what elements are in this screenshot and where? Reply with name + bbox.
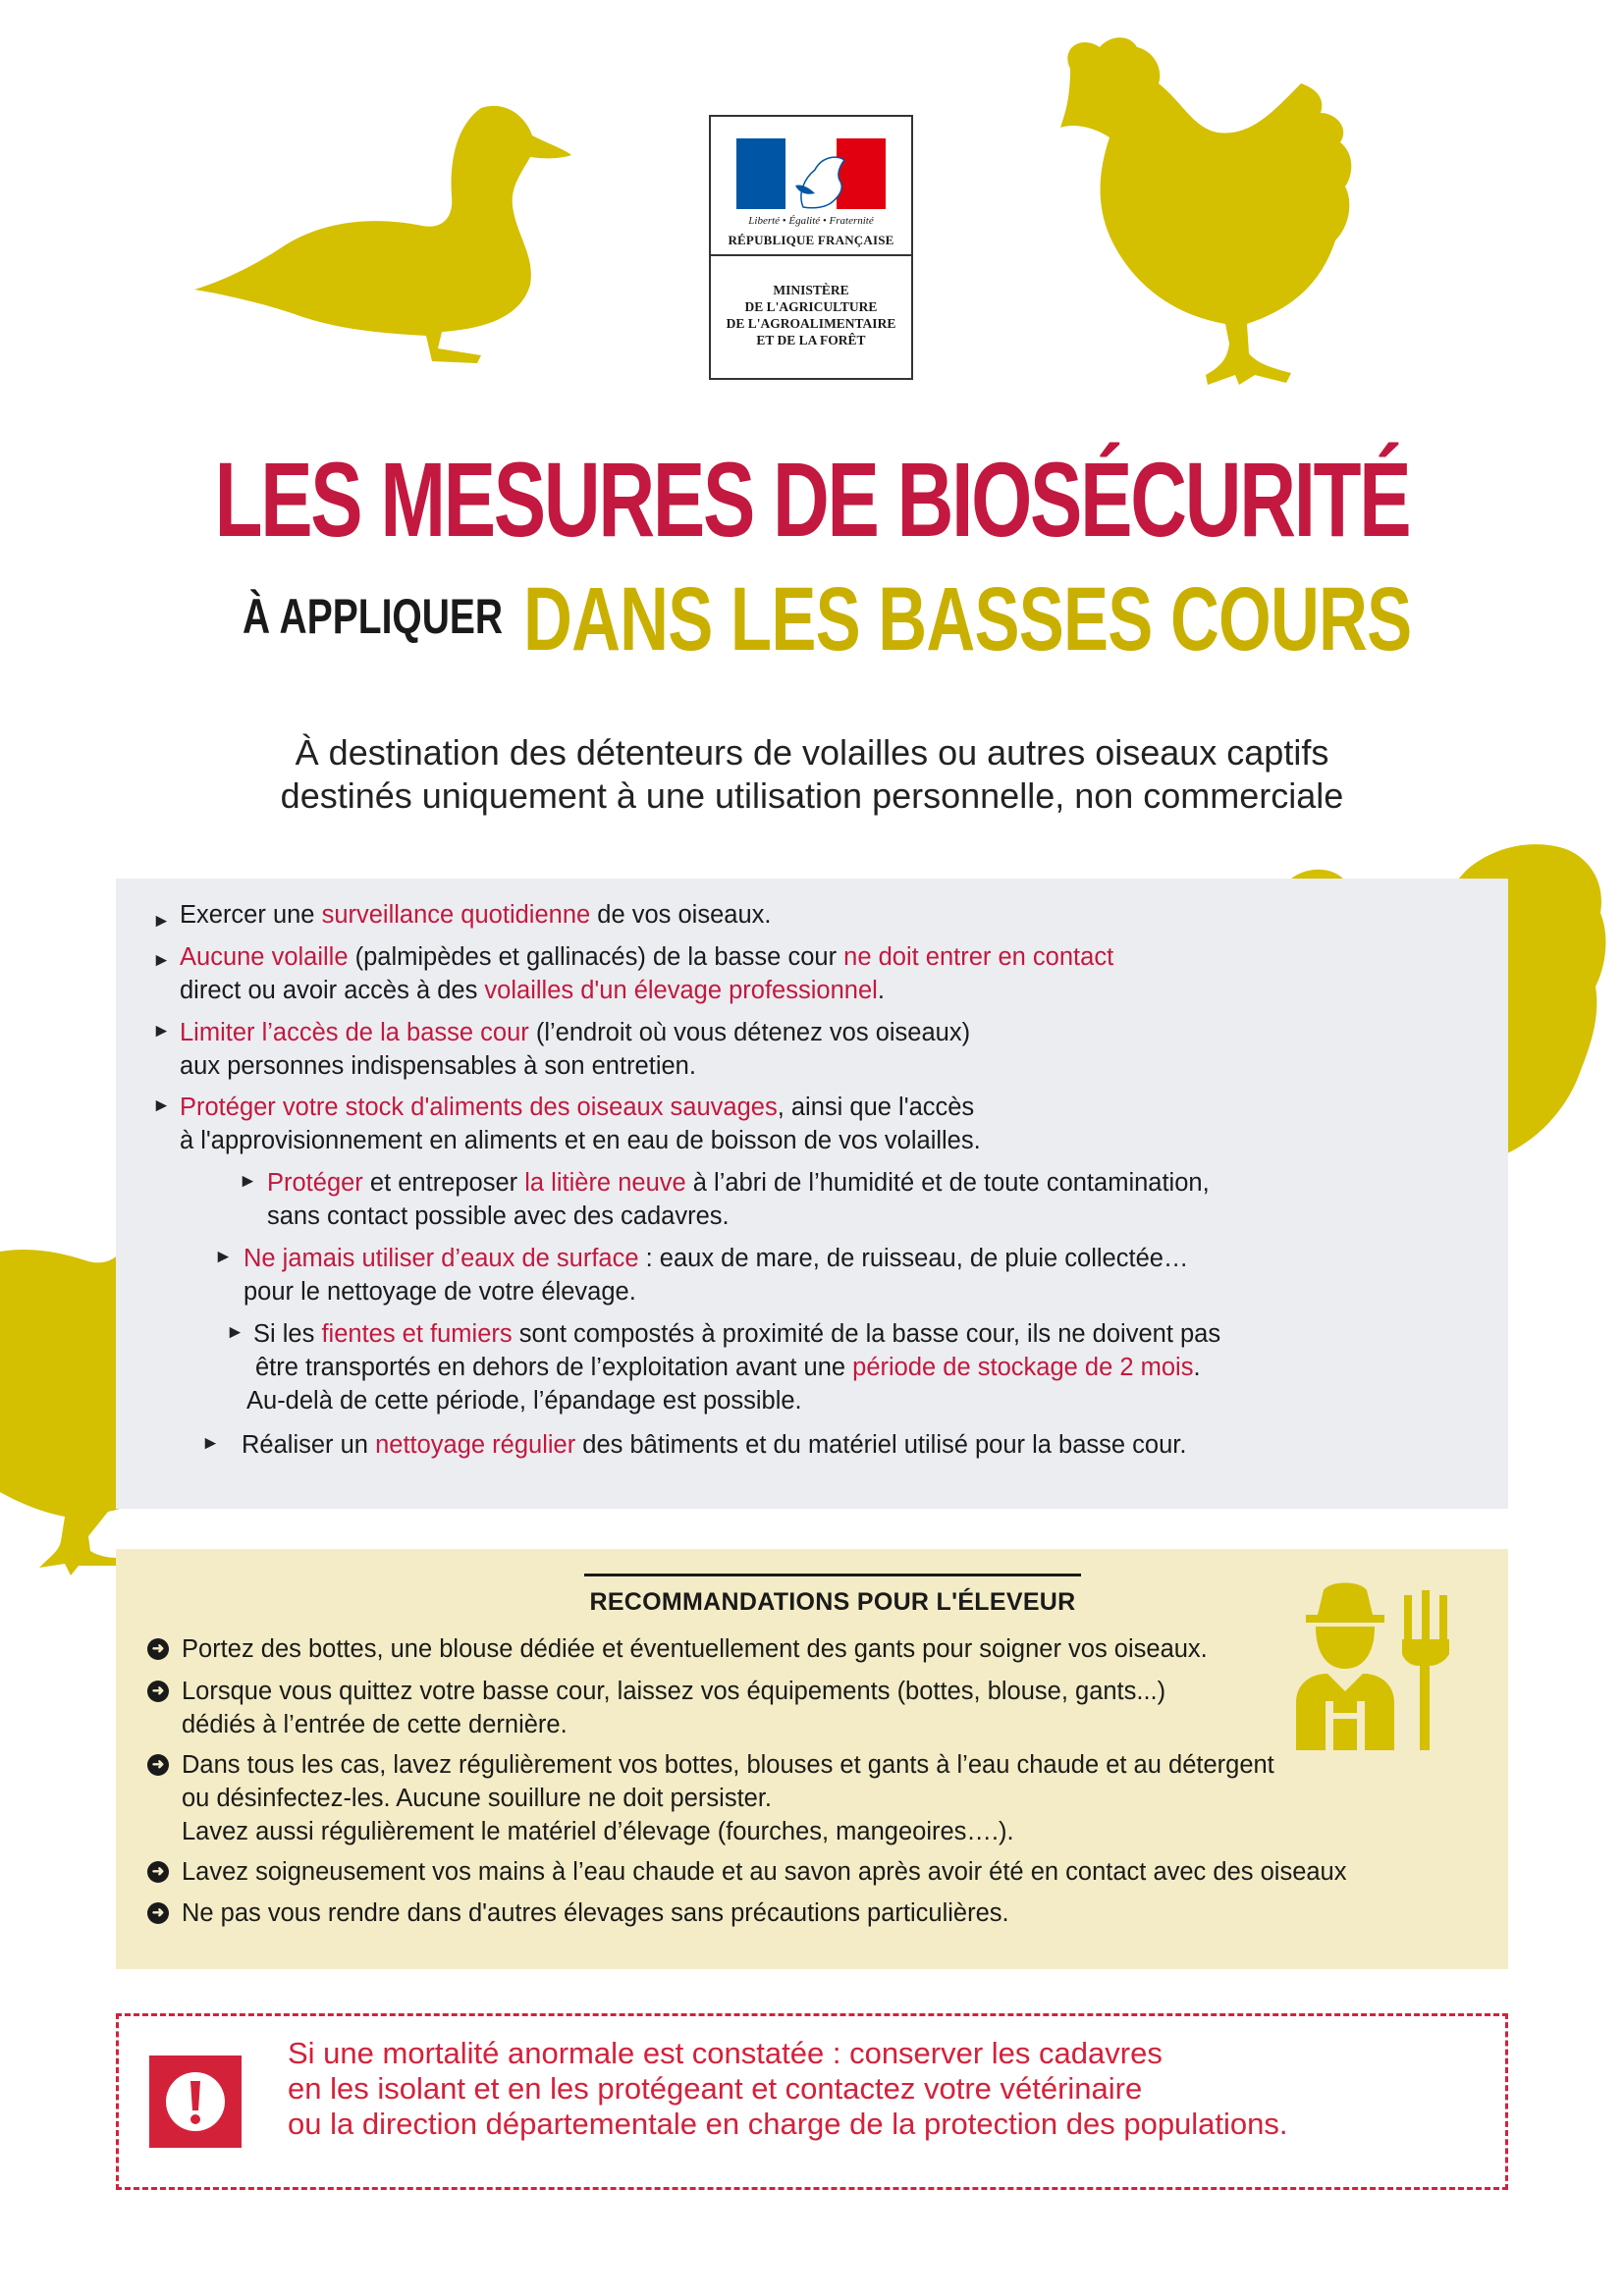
ministry-line: ET DE LA FORÊT: [756, 333, 866, 347]
title-prefix: À APPLIQUER: [243, 589, 504, 644]
subtitle-line: À destination des détenteurs de volailles ou autres oiseaux captifs: [295, 732, 1329, 773]
logo-ministry: [717, 282, 905, 348]
measure-line: [180, 974, 885, 1008]
triangle-bullet-icon: ►: [152, 1021, 171, 1041]
recommendation-line: Lorsque vous quittez votre basse cour, laissez vos équipements (bottes, blouse, gants...): [182, 1678, 1166, 1705]
alert-text-line: Si une mortalité anormale est constatée : conserver les cadavres: [288, 2036, 1163, 2070]
measure-text: direct ou avoir accès à des: [180, 977, 485, 1004]
measure-text: .: [877, 977, 885, 1004]
measure-text: être transportés en dehors de l’exploitation avant une: [255, 1354, 853, 1381]
recommendation-line: Dans tous les cas, lavez régulièrement vos bottes, blouses et gants à l’eau chaude et au détergent: [182, 1751, 1274, 1779]
arrow-circle-icon: ➜: [147, 1902, 169, 1924]
main-title: LES MESURES DE BIOSÉCURITÉ: [214, 440, 1410, 559]
recommendation-line: Lavez aussi régulièrement le matériel d’élevage (fourches, mangeoires….).: [182, 1818, 1014, 1845]
highlighted-text: Limiter l’accès de la basse cour: [180, 1019, 529, 1046]
measure-line: [244, 1275, 636, 1309]
measure-text: Si les: [253, 1320, 322, 1348]
measure-text: à l’abri de l’humidité et de toute contamination,: [685, 1169, 1210, 1197]
highlighted-text: surveillance quotidienne: [321, 901, 591, 929]
measure-line: [255, 1351, 1201, 1385]
arrow-circle-icon: ➜: [147, 1681, 169, 1702]
arrow-circle-icon: ➜: [147, 1754, 169, 1776]
measure-text: , ainsi que l'accès: [777, 1094, 975, 1121]
marianne-flag-icon: [736, 138, 886, 209]
recommendation-line: Lavez soigneusement vos mains à l’eau chaude et au savon après avoir été en contact avec des oiseaux: [182, 1858, 1347, 1886]
secondary-title: [243, 569, 1421, 669]
measure-line: [180, 1124, 981, 1158]
ministry-line: MINISTÈRE: [773, 283, 849, 297]
measure-line: [267, 1166, 1210, 1201]
measure-line: [267, 1200, 730, 1234]
hen-icon: [1021, 29, 1365, 402]
title-highlight: DANS LES BASSES COURS: [523, 569, 1412, 669]
triangle-bullet-icon: ►: [201, 1433, 220, 1454]
highlighted-text: volailles d'un élevage professionnel: [484, 977, 878, 1004]
measure-line: [180, 940, 1113, 975]
measure-text: de vos oiseaux.: [590, 901, 772, 929]
measure-text: sans contact possible avec des cadavres.: [267, 1202, 730, 1230]
measure-text: aux personnes indispensables à son entretien.: [180, 1052, 696, 1080]
measure-text: (l’endroit où vous détenez vos oiseaux): [528, 1019, 971, 1046]
measure-text: : eaux de mare, de ruisseau, de pluie collectée…: [638, 1245, 1189, 1272]
measure-line: [244, 1242, 1188, 1276]
measure-line: [180, 1049, 696, 1084]
alert-text-line: ou la direction départementale en charge de la protection des populations.: [288, 2107, 1288, 2141]
triangle-bullet-icon: ►: [226, 1322, 244, 1343]
highlighted-text: fientes et fumiers: [321, 1320, 513, 1348]
measure-text: à l'approvisionnement en aliments et en eau de boisson de vos volailles.: [180, 1127, 981, 1154]
highlighted-text: Ne jamais utiliser d’eaux de surface: [244, 1245, 639, 1272]
measure-text: des bâtiments et du matériel utilisé pour la basse cour.: [575, 1431, 1187, 1459]
logo-divider: [711, 254, 911, 256]
highlighted-text: Protéger: [267, 1169, 363, 1197]
measure-text: sont compostés à proximité de la basse cour, ils ne doivent pas: [512, 1320, 1221, 1348]
measure-line: [242, 1428, 1186, 1463]
farmer-with-pitchfork-icon: [1286, 1575, 1458, 1752]
triangle-bullet-icon: ►: [239, 1171, 257, 1192]
arrow-circle-icon: ➜: [147, 1638, 169, 1660]
recommendations-title: RECOMMANDATIONS POUR L'ÉLEVEUR: [584, 1574, 1081, 1617]
measure-line: [180, 1091, 974, 1125]
highlighted-text: Protéger votre stock d'aliments des oiseaux sauvages: [180, 1094, 778, 1121]
ministry-line: DE L'AGRICULTURE: [744, 299, 878, 314]
measure-line: [253, 1317, 1220, 1352]
triangle-bullet-icon: ►: [214, 1247, 233, 1267]
recommendation-line: Ne pas vous rendre dans d'autres élevages sans précautions particulières.: [182, 1899, 1009, 1927]
subtitle-line: destinés uniquement à une utilisation personnelle, non commerciale: [280, 775, 1344, 816]
measure-line: [180, 1016, 970, 1050]
highlighted-text: Aucune volaille: [180, 943, 349, 971]
recommendation-line: ou désinfectez-les. Aucune souillure ne doit persister.: [182, 1785, 773, 1812]
arrow-circle-icon: ➜: [147, 1861, 169, 1883]
measure-text: Au-delà de cette période, l’épandage est possible.: [246, 1387, 802, 1415]
highlighted-text: ne doit entrer en contact: [843, 943, 1114, 971]
measure-line: [180, 898, 771, 933]
triangle-bullet-icon: ►: [152, 1095, 171, 1116]
alert-text-line: en les isolant et en les protégeant et contactez votre vétérinaire: [288, 2071, 1143, 2106]
measure-text: Réaliser un: [242, 1431, 376, 1459]
ministry-logo: [709, 115, 913, 380]
ministry-line: DE L'AGROALIMENTAIRE: [726, 316, 896, 331]
highlighted-text: période de stockage de 2 mois: [852, 1354, 1194, 1381]
measure-text: et entreposer: [362, 1169, 525, 1197]
alert-icon-container: [149, 2056, 242, 2148]
measure-text: (palmipèdes et gallinacés) de la basse cour: [348, 943, 844, 971]
exclamation-icon: [149, 2056, 242, 2148]
triangle-bullet-icon: ►: [152, 911, 171, 932]
highlighted-text: nettoyage régulier: [375, 1431, 576, 1459]
highlighted-text: la litière neuve: [524, 1169, 686, 1197]
measure-text: Exercer une: [180, 901, 322, 929]
duck-icon: [187, 98, 579, 393]
recommendation-line: dédiés à l’entrée de cette dernière.: [182, 1711, 568, 1738]
measure-text: .: [1193, 1354, 1201, 1381]
subtitle: [0, 731, 1624, 818]
recommendation-line: Portez des bottes, une blouse dédiée et éventuellement des gants pour soigner vos oiseaux.: [182, 1635, 1208, 1663]
logo-republic: RÉPUBLIQUE FRANÇAISE: [728, 233, 894, 247]
measure-line: [246, 1384, 802, 1418]
logo-motto: Liberté • Égalité • Fraternité: [748, 215, 874, 227]
triangle-bullet-icon: ►: [152, 950, 171, 971]
measure-text: pour le nettoyage de votre élevage.: [244, 1278, 636, 1306]
